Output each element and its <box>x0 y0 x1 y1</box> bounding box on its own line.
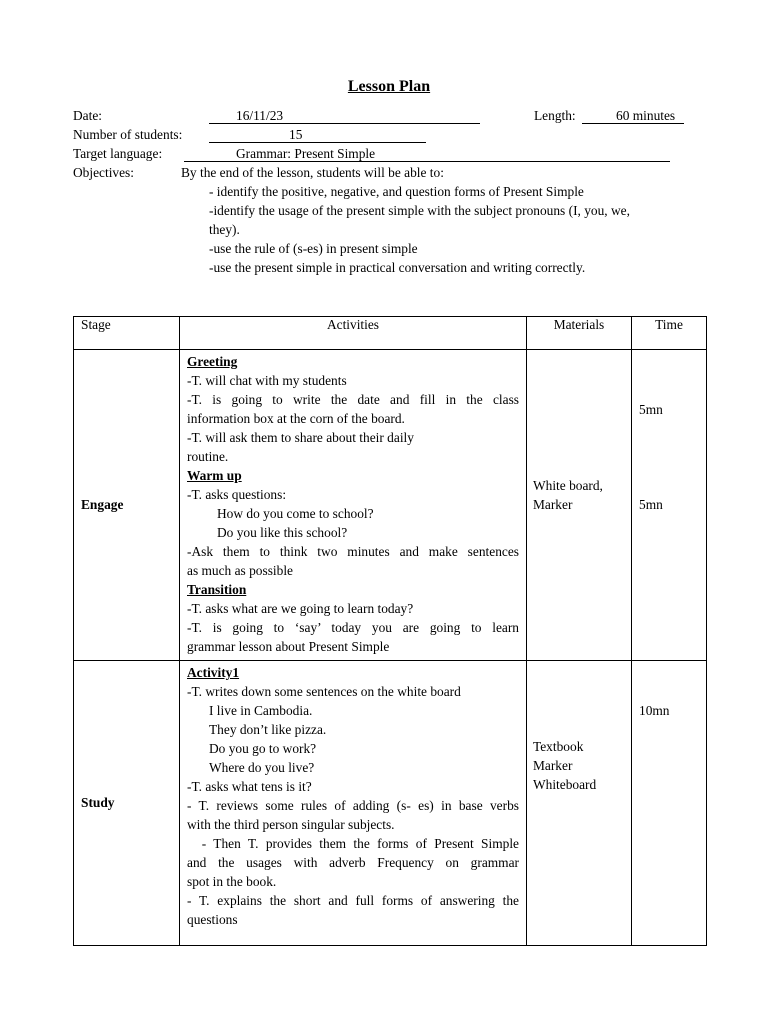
activity-line: -T. will ask them to share about their daily <box>187 430 414 445</box>
target-language-value: Grammar: Present Simple <box>184 146 670 162</box>
greeting-heading: Greeting <box>187 354 238 369</box>
page-title: Lesson Plan <box>347 78 431 95</box>
date-value: 16/11/23 <box>209 108 480 124</box>
objective-item: -use the rule of (s-es) in present simple <box>209 241 418 256</box>
engage-activities <box>180 350 527 661</box>
time-value: 5mn <box>639 402 663 417</box>
activity-line: -T. is going to ‘say’ today you are going to learn <box>187 620 519 635</box>
activity-line: spot in the book. <box>187 874 277 889</box>
activity-line: -T. asks questions: <box>187 487 287 502</box>
material-item: Whiteboard <box>533 777 597 792</box>
students-label: Number of students: <box>73 127 183 142</box>
example-sentence: I live in Cambodia. <box>209 703 313 718</box>
warmup-heading: Warm up <box>187 468 242 483</box>
activity-line: -Ask them to think two minutes and make sentences <box>187 544 519 559</box>
warmup-question: How do you come to school? <box>217 506 374 521</box>
example-sentence: They don’t like pizza. <box>209 722 327 737</box>
activity-line: as much as possible <box>187 563 293 578</box>
activity-line: - T. explains the short and full forms of answering the <box>187 893 519 908</box>
activity-line: and the usages with adverb Frequency on grammar <box>187 855 519 870</box>
activity-line: questions <box>187 912 238 927</box>
objectives-label: Objectives: <box>73 165 134 180</box>
study-time <box>632 661 707 946</box>
study-materials <box>527 661 632 946</box>
column-header-time: Time <box>632 317 707 350</box>
activity-line: -T. is going to write the date and fill in the class <box>187 392 519 407</box>
activity-line: grammar lesson about Present Simple <box>187 639 390 654</box>
activity-line: - T. reviews some rules of adding (s- es) in base verbs <box>187 798 519 813</box>
lesson-table <box>73 316 707 946</box>
table-header-row <box>74 317 707 350</box>
engage-materials <box>527 350 632 661</box>
activity1-heading: Activity1 <box>187 665 240 680</box>
table-row-engage <box>74 350 707 661</box>
length-value: 60 minutes <box>582 108 684 124</box>
transition-heading: Transition <box>187 582 247 597</box>
stage-study: Study <box>74 661 180 946</box>
activity-line: -T. writes down some sentences on the white board <box>187 684 461 699</box>
time-value: 10mn <box>639 703 670 718</box>
material-item: Marker <box>533 497 573 512</box>
study-activities <box>180 661 527 946</box>
activity-line: -T. asks what tens is it? <box>187 779 312 794</box>
objective-item: -identify the usage of the present simple with the subject pronouns (I, you, we, <box>209 203 630 218</box>
activity-line: -T. will chat with my students <box>187 373 347 388</box>
column-header-activities: Activities <box>180 317 527 350</box>
engage-time <box>632 350 707 661</box>
objectives-intro: By the end of the lesson, students will be able to: <box>181 165 444 180</box>
example-sentence: Where do you live? <box>209 760 315 775</box>
material-item: Textbook <box>533 739 584 754</box>
table-row-study <box>74 661 707 946</box>
objective-item: -use the present simple in practical conversation and writing correctly. <box>209 260 586 275</box>
warmup-question: Do you like this school? <box>217 525 348 540</box>
material-item: White board, <box>533 478 603 493</box>
activity-line: with the third person singular subjects. <box>187 817 395 832</box>
objective-item: they). <box>209 222 240 237</box>
date-label: Date: <box>73 108 102 123</box>
time-value: 5mn <box>639 497 663 512</box>
column-header-stage: Stage <box>74 317 180 350</box>
activity-line: routine. <box>187 449 229 464</box>
activity-line: - Then T. provides them the forms of Present Simple <box>187 836 519 851</box>
students-value: 15 <box>209 127 426 143</box>
objective-item: - identify the positive, negative, and question forms of Present Simple <box>209 184 584 199</box>
activity-line: -T. asks what are we going to learn today? <box>187 601 414 616</box>
stage-engage: Engage <box>74 350 180 661</box>
length-label: Length: <box>534 108 576 123</box>
target-language-label: Target language: <box>73 146 163 161</box>
column-header-materials: Materials <box>527 317 632 350</box>
activity-line: information box at the corn of the board. <box>187 411 405 426</box>
material-item: Marker <box>533 758 573 773</box>
example-sentence: Do you go to work? <box>209 741 317 756</box>
